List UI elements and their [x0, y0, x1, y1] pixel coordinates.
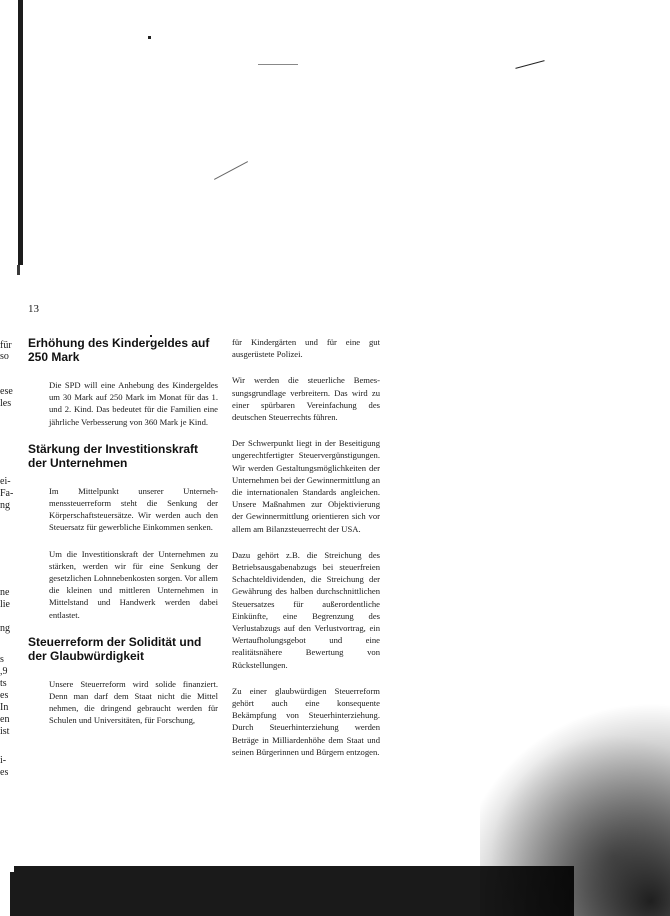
margin-fragment: Fa- [0, 488, 14, 499]
margin-fragment: In [0, 702, 9, 713]
section-paragraph: Die SPD will eine Anhebung des Kindergeldes um 30 Mark auf 250 Mark im Monat für das 1. und 2. Kind. Das bedeutet für die Familien eine jährliche Verbesserung von 360 Mark je Kind. [49, 380, 218, 427]
right-paragraph: Der Schwerpunkt liegt in der Beseitigung ungerechtfertigter Steuervergünstigungen. Wir werden Gestaltungsmöglichkeiten der Unternehmen bei der Gewinnermittlung an die internationalen Standards angleichen. Unsere Maßnahmen zur Objektivierung der Gewinnermittlung orientieren sich vor allem am Bilanzsteuerrecht der USA. [232, 438, 380, 534]
margin-fragment: ist [0, 726, 10, 737]
margin-fragment: ei- [0, 476, 11, 487]
margin-fragment: es [0, 690, 9, 701]
scan-edge-left [18, 0, 23, 265]
section-investitionskraft [28, 442, 218, 621]
scan-edge-left-lower [17, 265, 20, 275]
section-steuerreform [28, 635, 218, 727]
section-heading: Erhöhung des Kindergeldes auf 250 Mark [28, 336, 210, 364]
margin-fragment: ts [0, 678, 7, 689]
scan-speck [258, 64, 298, 65]
section-heading: Steuerreform der Solidität und der Glaubwürdigkeit [28, 634, 202, 663]
margin-fragment: ne [0, 587, 10, 598]
right-paragraph: Zu einer glaubwürdigen Steuerreform gehört auch eine konsequente Bekämpfung von Steuerhinterziehung. Durch Steuerhinterziehung werden Beträge in Milliardenhöhe dem Staat und seinen Bürgerinnen und Bürgern entzogen. [232, 685, 380, 757]
scan-speck [148, 36, 151, 39]
margin-fragment: für [0, 340, 12, 351]
scan-speck [214, 161, 248, 180]
scan-edge-bottom-left [10, 872, 18, 916]
margin-fragment: lie [0, 599, 10, 610]
section-paragraph: Im Mittelpunkt unserer Unternehmenssteuerreform steht die Senkung der Körperschaftsteuersätze. Wir werden auch den Steuersatz für gewerbliche Einkommen senken. [49, 485, 218, 533]
section-paragraph: Um die Investitionskraft der Unternehmen zu stärken, werden wir für eine Senkung der gesetzlichen Lohnnebenkosten sorgen. Vor allem die kleinen und mittleren Unternehmen in Mittelstand und Handwerk werden dabei entlastet. [49, 548, 218, 620]
scan-noise [480, 620, 670, 916]
margin-fragment: les [0, 398, 12, 409]
margin-fragment: en [0, 714, 10, 725]
section-paragraph: Unsere Steuerreform wird solide finanziert. Denn man darf dem Staat nicht die Mittel nehmen, die dringend gebraucht werden für Schulen und Universitäten, für Forschung, [49, 678, 218, 726]
section-kindergeld [28, 336, 218, 428]
margin-fragment: es [0, 767, 9, 778]
scan-speck [515, 60, 544, 69]
right-paragraph: für Kindergärten und für eine gut ausgerüstete Polizei. [232, 337, 380, 360]
margin-fragment: i- [0, 755, 7, 766]
margin-fragment: so [0, 351, 9, 362]
right-column [232, 336, 380, 772]
section-heading: Stärkung der Investitionskraft der Unternehmen [28, 441, 199, 470]
margin-fragment: ng [0, 500, 10, 511]
left-column [28, 336, 218, 741]
margin-fragment: s [0, 654, 4, 665]
right-paragraph: Dazu gehört z.B. die Streichung des Betriebsausgabenabzugs bei steuerfreien Schachteldividenden, die Streichung der Gewährung des halben durchschnittlichen Steuersatzes für außerordentliche Einkünfte, eine Begrenzung des Verlustabzugs auf den Verlustvortrag, ein Wertaufholungsgebot und eine realitätsnähere Bewertung von Rückstellungen. [232, 549, 380, 670]
margin-fragment: ,9 [0, 666, 8, 677]
right-paragraph: Wir werden die steuerliche Bemessungsgrundlage verbreitern. Das wird zu einer spürbaren Vereinfachung des deutschen Steuerrechts führen. [232, 375, 380, 423]
page-number: 13 [28, 303, 39, 315]
margin-fragment: ng [0, 623, 10, 634]
margin-fragment: ese [0, 386, 13, 397]
